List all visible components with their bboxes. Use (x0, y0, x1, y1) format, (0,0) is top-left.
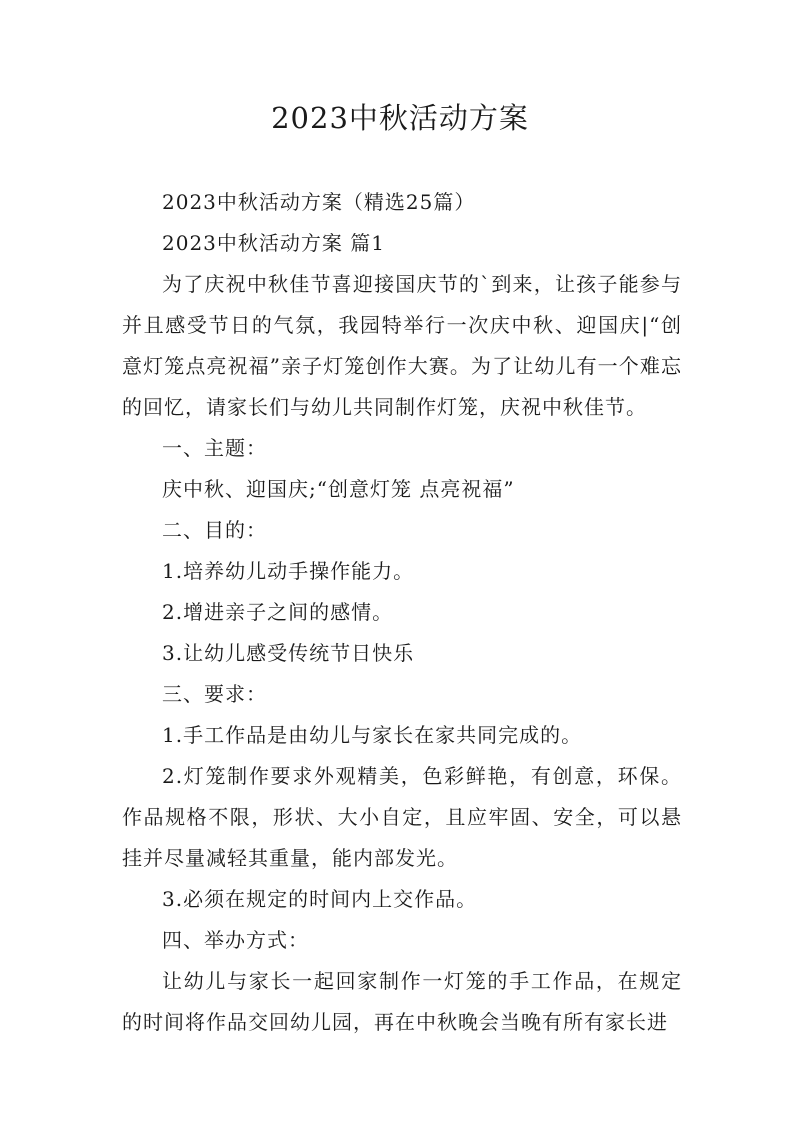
requirement-item: 2.灯笼制作要求外观精美，色彩鲜艳，有创意，环保。作品规格不限，形状、大小自定，且应牢固、安全，可以悬挂并尽量减轻其重量，能内部发光。 (122, 764, 682, 870)
subtitle-paragraph: 2023中秋活动方案（精选25篇） (162, 190, 476, 214)
document-body (122, 182, 682, 1043)
heading-purpose: 二、目的： (162, 518, 267, 542)
heading-method: 四、举办方式： (162, 928, 309, 952)
section-heading: 2023中秋活动方案 篇1 (162, 231, 385, 255)
document-title: 2023中秋活动方案 (271, 101, 529, 135)
intro-paragraph: 为了庆祝中秋佳节喜迎接国庆节的`到来，让孩子能参与并且感受节日的气氛，我园特举行一次庆中秋、迎国庆|“创意灯笼点亮祝福”亲子灯笼创作大赛。为了让幼儿有一个难忘的回忆，请家长们与幼儿共同制作灯笼，庆祝中秋佳节。 (122, 272, 682, 419)
purpose-item: 1.培养幼儿动手操作能力。 (162, 559, 415, 583)
purpose-item: 3.让幼儿感受传统节日快乐 (162, 641, 415, 665)
heading-requirements: 三、要求： (162, 682, 267, 706)
requirement-item: 3.必须在规定的时间内上交作品。 (162, 887, 478, 911)
purpose-item: 2.增进亲子之间的感情。 (162, 600, 394, 624)
theme-text: 庆中秋、迎国庆;“创意灯笼 点亮祝福” (162, 477, 515, 501)
requirement-item: 1.手工作品是由幼儿与家长在家共同完成的。 (162, 723, 583, 747)
heading-theme: 一、主题： (162, 436, 267, 460)
method-paragraph: 让幼儿与家长一起回家制作一灯笼的手工作品，在规定的时间将作品交回幼儿园，再在中秋晚会当晚有所有家长进 (122, 969, 682, 1034)
